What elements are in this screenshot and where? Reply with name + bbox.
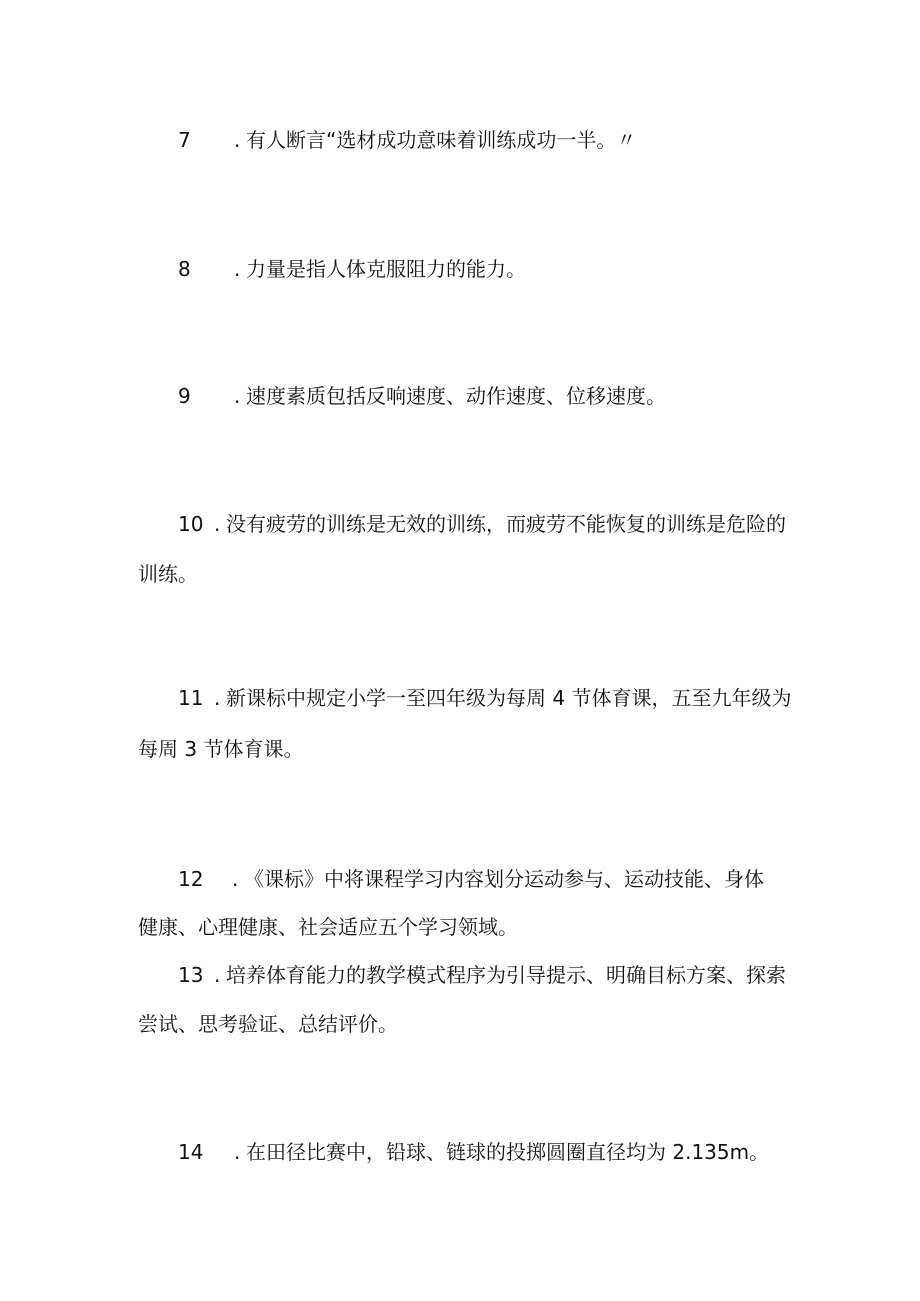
item-separator: . bbox=[234, 128, 241, 152]
item-text-line: 健康、心理健康、社会适应五个学习领域。 bbox=[138, 915, 518, 939]
item-separator: . bbox=[232, 867, 239, 891]
item-text-line: 力量是指人体克服阻力的能力。 bbox=[246, 257, 526, 281]
item-text-line: 尝试、思考验证、总结评价。 bbox=[138, 1012, 398, 1036]
item-text-line: 新课标中规定小学一至四年级为每周 4 节体育课，五至九年级为 bbox=[226, 686, 792, 710]
item-text-line: 《课标》中将课程学习内容划分运动参与、运动技能、身体 bbox=[244, 867, 764, 891]
item-separator: . bbox=[214, 686, 221, 710]
item-separator: . bbox=[234, 257, 241, 281]
item-number: 14 bbox=[178, 1140, 204, 1164]
item-separator: . bbox=[234, 384, 241, 408]
item-number: 7 bbox=[178, 128, 191, 152]
item-separator: . bbox=[214, 512, 221, 536]
item-text-line: 训练。 bbox=[138, 562, 198, 586]
item-number: 13 bbox=[178, 963, 204, 987]
item-text-line: 在田径比赛中，铅球、链球的投掷圆圈直径均为 2.135m。 bbox=[246, 1140, 770, 1164]
item-number: 9 bbox=[178, 384, 191, 408]
item-text-line: 速度素质包括反响速度、动作速度、位移速度。 bbox=[246, 384, 666, 408]
item-text-line: 培养体育能力的教学模式程序为引导提示、明确目标方案、探索 bbox=[226, 963, 786, 987]
item-text-line: 没有疲劳的训练是无效的训练，而疲劳不能恢复的训练是危险的 bbox=[226, 512, 786, 536]
item-text-line: 有人断言“选材成功意味着训练成功一半。〃 bbox=[246, 128, 637, 152]
item-number: 10 bbox=[178, 512, 204, 536]
item-separator: . bbox=[214, 963, 221, 987]
item-number: 8 bbox=[178, 257, 191, 281]
item-number: 12 bbox=[178, 867, 204, 891]
item-text-line: 每周 3 节体育课。 bbox=[138, 737, 304, 761]
item-number: 11 bbox=[178, 686, 204, 710]
item-separator: . bbox=[234, 1140, 241, 1164]
